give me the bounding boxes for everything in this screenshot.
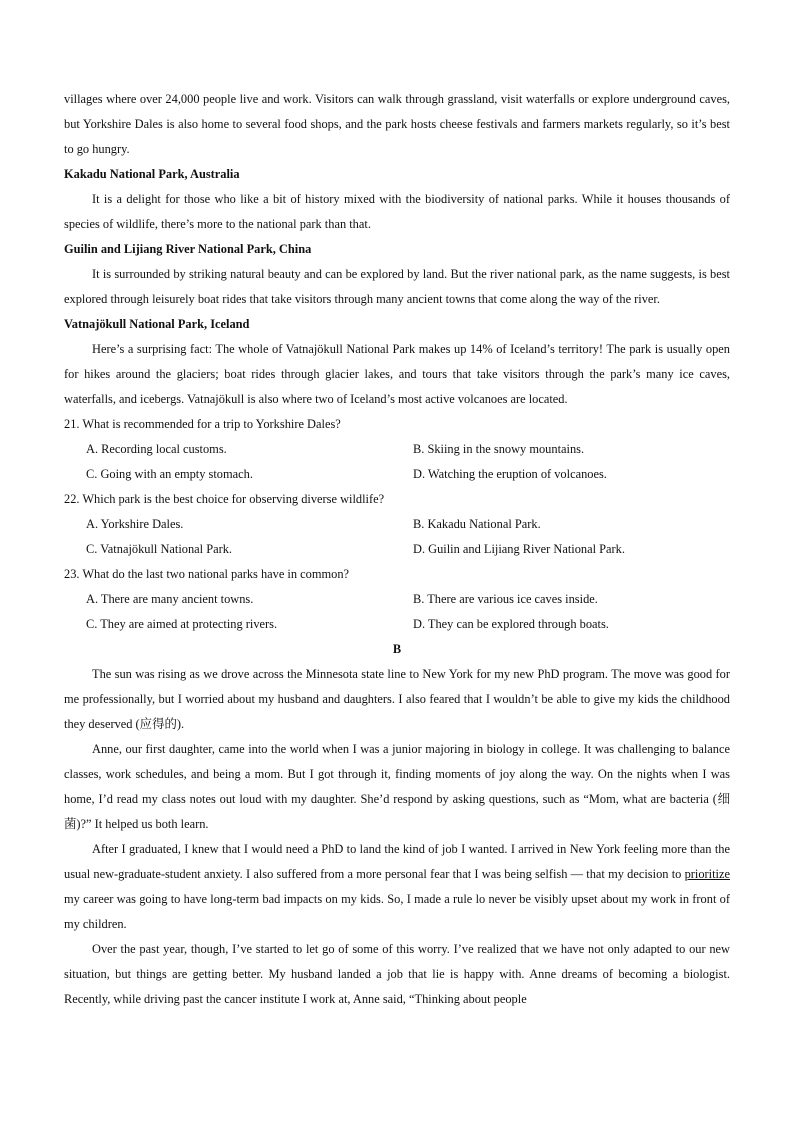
park-text-guilin: It is surrounded by striking natural beauty and can be explored by land. But the river national park, as the name suggests, is best explored through leisurely boat rides that take visitors through many ancient towns that come along the way of the river. [64,267,730,306]
underlined-word: prioritize [684,867,730,881]
passage-b-paragraph-3 [64,837,730,937]
option-d: D. Guilin and Lijiang River National Park. [413,542,625,556]
option-d: D. They can be explored through boats. [413,617,609,631]
option-b: B. There are various ice caves inside. [413,592,598,606]
passage-b-paragraph-4: Over the past year, though, I’ve started to let go of some of this worry. I’ve realized that we have not only adapted to our new situation, but things are getting better. My husband landed a job that lie is happy with. Anne dreams of becoming a biologist. Recently, while driving past the cancer institute I work at, Anne said, “Thinking about people [64,942,730,1006]
park-heading-kakadu: Kakadu National Park, Australia [64,167,240,181]
option-c: C. They are aimed at protecting rivers. [86,617,278,631]
option-c: C. Going with an empty stomach. [86,467,253,481]
option-d: D. Watching the eruption of volcanoes. [413,467,607,481]
park-text-kakadu: It is a delight for those who like a bit of history mixed with the biodiversity of national parks. While it houses thousands of species of wildlife, there’s more to the national park than that. [64,192,730,231]
question-23-stem: 23. What do the last two national parks have in common? [64,567,350,581]
option-b: B. Skiing in the snowy mountains. [413,442,585,456]
option-b: B. Kakadu National Park. [413,517,541,531]
question-21-options [64,437,730,487]
passage-b-paragraph-1: The sun was rising as we drove across the Minnesota state line to New York for my new PhD program. The move was good for me professionally, but I worried about my husband and daughters. I also feared that I wouldn’t be able to give my kids the childhood they deserved (应得的). [64,667,730,731]
question-21-stem: 21. What is recommended for a trip to Yorkshire Dales? [64,417,341,431]
passage-b-paragraph-2: Anne, our first daughter, came into the world when I was a junior majoring in biology in college. It was challenging to balance classes, work schedules, and being a mom. But I got through it, finding moments of joy along the way. On the nights when I was home, I’d read my class notes out loud with my daughter. She’d respond by asking questions, such as “Mom, what are bacteria (细菌)?” It helped us both learn. [64,742,730,831]
paragraph-3-start: After I graduated, I knew that I would need a PhD to land the kind of job I wanted. I arrived in New York feeling more than the usual new-graduate-student anxiety. I also suffered from a more personal fear that I was being selfish — that my decision to [64,842,730,881]
section-b-label: B [392,642,402,656]
option-a: A. Recording local customs. [86,442,227,456]
question-22-options [64,512,730,562]
yorkshire-paragraph-end: villages where over 24,000 people live and work. Visitors can walk through grassland, visit waterfalls or explore underground caves, but Yorkshire Dales is also home to several food shops, and the park hosts cheese festivals and farmers markets regularly, so it’s best to go hungry. [64,92,730,156]
park-text-vatnajokull: Here’s a surprising fact: The whole of Vatnajökull National Park makes up 14% of Iceland’s territory! The park is usually open for hikes around the glaciers; boat rides through glacier lakes, and tours that take visitors through the park’s many ice caves, waterfalls, and icebergs. Vatnajökull is also where two of Iceland’s most active volcanoes are located. [64,342,730,406]
paragraph-3-end: my career was going to have long-term bad impacts on my kids. So, I made a rule lo never be visibly upset about my work in front of my children. [64,892,730,931]
question-22-stem: 22. Which park is the best choice for observing diverse wildlife? [64,492,385,506]
document-page [64,87,730,1012]
option-a: A. Yorkshire Dales. [86,517,184,531]
question-23-options [64,587,730,637]
option-a: A. There are many ancient towns. [86,592,254,606]
park-heading-guilin: Guilin and Lijiang River National Park, China [64,242,312,256]
option-c: C. Vatnajökull National Park. [86,542,233,556]
park-heading-vatnajokull: Vatnajökull National Park, Iceland [64,317,250,331]
